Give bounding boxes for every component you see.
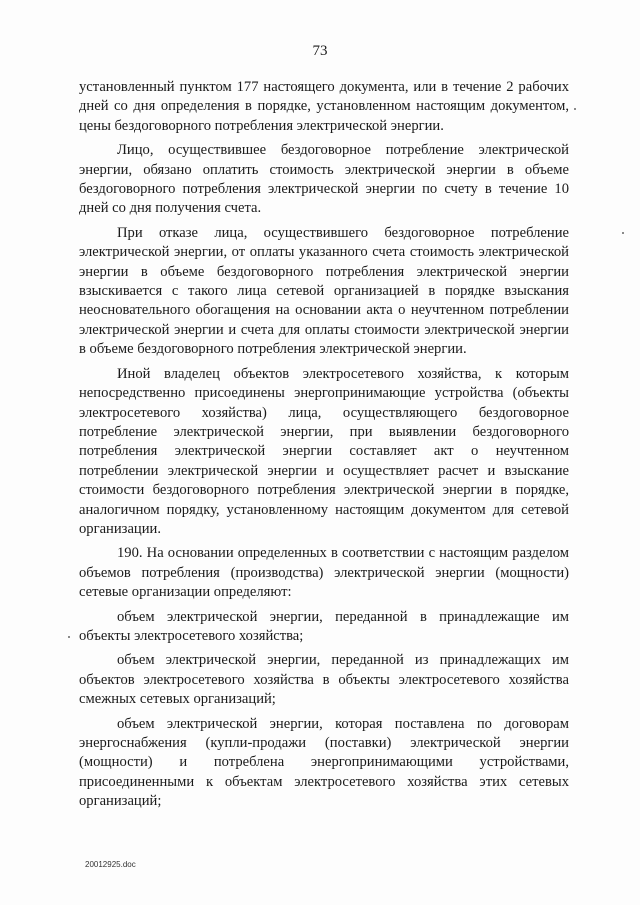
- paragraph-payment-obligation: Лицо, осуществившее бездоговорное потребление электрической энергии, обязано оплатить стоимость электрической энергии в объеме бездоговорного потребления электрической энергии по счету в течение 10 дней со дня получения счета.: [79, 142, 569, 217]
- paragraph-volume-transferred-out: объем электрической энергии, переданной из принадлежащих им объектов электросетевого хозяйства в объекты электросетевого хозяйства смежных сетевых организаций;: [79, 652, 569, 708]
- paragraph-other-owner: Иной владелец объектов электросетевого хозяйства, к которым непосредственно присоединены энергопринимающие устройства (объекты электросетевого хозяйства) лица, осуществляющего бездоговорное потребление электрической энергии, при выявлении бездоговорного потребления электрической энергии составляет акт о неучтенном потреблении электрической энергии и осуществляет расчет и взыскание стоимости бездоговорного потребления электрической энергии в порядке, аналогичном порядку, установленному настоящим документом для сетевой организации.: [79, 365, 569, 537]
- paragraph-clause-190: 190. На основании определенных в соответствии с настоящим разделом объемов потребления (производства) электрической энергии (мощности) сетевые организации определяют:: [79, 545, 569, 601]
- paragraph-continuation: установленный пунктом 177 настоящего документа, или в течение 2 рабочих дней со дня определения в порядке, установленном настоящим документом, цены бездоговорного потребления электрической энергии.: [79, 79, 569, 134]
- scan-speck: [574, 108, 576, 110]
- document-body: [79, 78, 569, 817]
- scan-speck: [622, 232, 624, 234]
- scan-speck: [68, 636, 70, 638]
- paragraph-volume-supplied: объем электрической энергии, которая поставлена по договорам энергоснабжения (купли-продажи (поставки) электрической энергии (мощности) и потреблена энергопринимающими устройствами, присоединенными к объектам электросетевого хозяйства этих сетевых организаций;: [79, 715, 569, 810]
- document-filename: 20012925.doc: [85, 860, 136, 869]
- page-number: 73: [312, 43, 328, 59]
- paragraph-refusal-recovery: При отказе лица, осуществившего бездоговорное потребление электрической энергии, от оплаты указанного счета стоимость электрической энергии в объеме бездоговорного потребления электрической энергии взыскивается с такого лица сетевой организацией в порядке взыскания неосновательного обогащения на основании акта о неучтенном потреблении электрической энергии и счета для оплаты стоимости электрической энергии в объеме бездоговорного потребления электрической энергии.: [79, 224, 569, 358]
- paragraph-volume-transferred-in: объем электрической энергии, переданной в принадлежащие им объекты электросетевого хозяйства;: [79, 608, 569, 644]
